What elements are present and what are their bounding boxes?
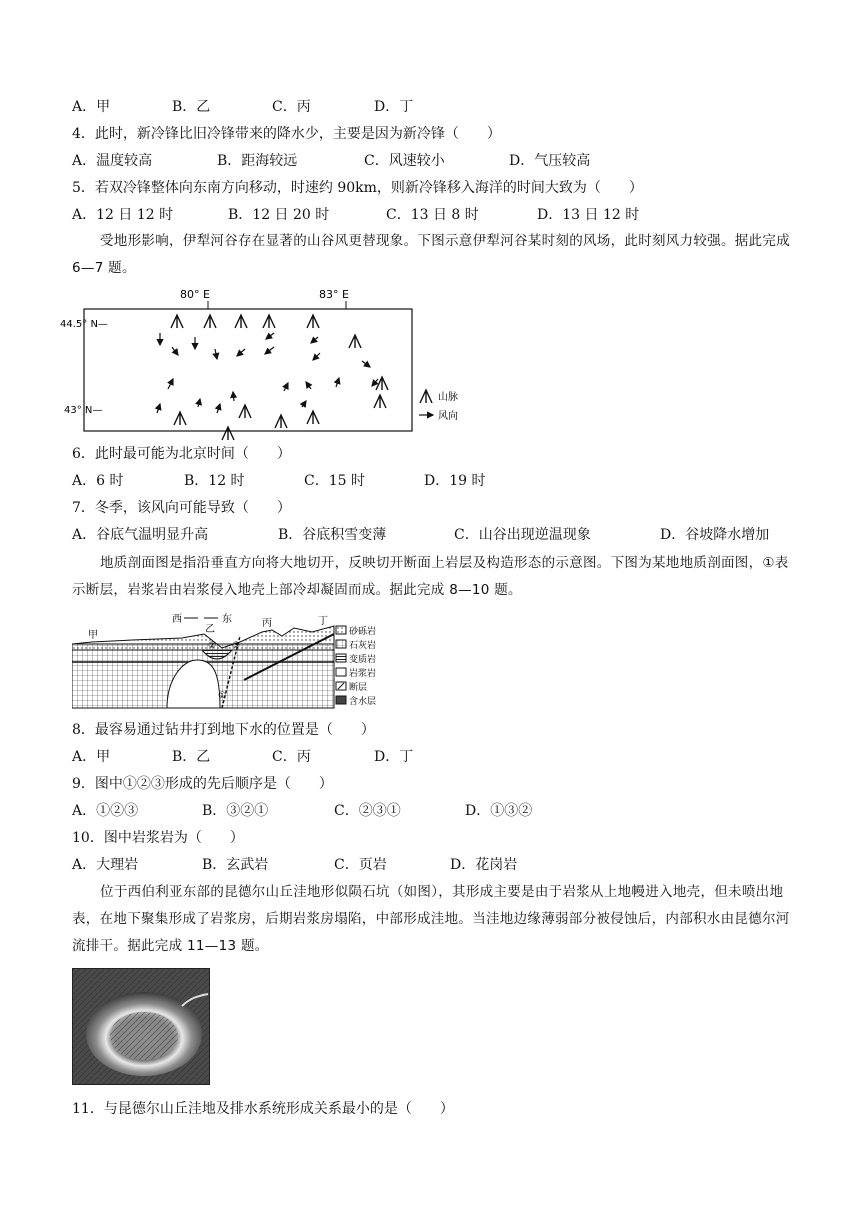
q5-option-a[interactable]: A．12 日 12 时 bbox=[72, 207, 174, 223]
surface-layer bbox=[72, 626, 334, 650]
place-yi: 乙 bbox=[205, 624, 215, 635]
q5-option-d[interactable]: D．13 日 12 时 bbox=[537, 207, 640, 223]
q5-stem: 5．若双冷锋整体向东南方向移动，时速约 90km，则新冷锋移入海洋的时间大致为（ ） bbox=[72, 180, 643, 196]
marker-2: ② bbox=[208, 641, 217, 651]
lon-label-83: 83° E bbox=[319, 288, 349, 301]
legend-gravel-swatch bbox=[336, 626, 346, 634]
q6-option-a[interactable]: A．6 时 bbox=[72, 473, 124, 489]
q3-option-c[interactable]: C．丙 bbox=[272, 99, 311, 115]
q10-option-a[interactable]: A．大理岩 bbox=[72, 857, 139, 873]
legend-aquifer-swatch bbox=[336, 696, 346, 704]
q9-options bbox=[72, 801, 812, 821]
q4-option-a[interactable]: A．温度较高 bbox=[72, 153, 153, 169]
place-bing: 丙 bbox=[262, 618, 272, 629]
lon-label-80: 80° E bbox=[180, 288, 210, 301]
legend-limestone: 石灰岩 bbox=[349, 641, 377, 651]
q6-option-d[interactable]: D．19 时 bbox=[424, 473, 486, 489]
legend-limestone-swatch bbox=[336, 640, 346, 648]
intro-11-13: 位于西伯利亚东部的昆德尔山丘洼地形似陨石坑（如图），其形成主要是由于岩浆从上地幔进入地壳，但未喷出地表，在地下聚集形成了岩浆房，后期岩浆房塌陷，中部形成洼地。当洼地边缘薄弱部分被侵蚀后，内部积水由昆德尔河流排干。据此完成 11—13 题。 bbox=[72, 884, 790, 954]
q7-options bbox=[72, 525, 812, 545]
intro-8-10: 地质剖面图是指沿垂直方向将大地切开，反映切开断面上岩层及构造形态的示意图。下图为某地地质剖面图，①表示断层，岩浆岩由岩浆侵入地壳上部冷却凝固而成。据此完成 8—10 题。 bbox=[72, 555, 789, 598]
legend-mountain-icon bbox=[420, 390, 432, 403]
legend-fault: 断层 bbox=[349, 683, 368, 693]
q6-options bbox=[72, 471, 812, 491]
legend-igneous-swatch bbox=[336, 668, 346, 676]
legend-mountain-label: 山脉 bbox=[438, 392, 458, 403]
q6-option-c[interactable]: C．15 时 bbox=[304, 473, 365, 489]
q9-option-d[interactable]: D．①③② bbox=[465, 803, 533, 819]
legend-metamorphic: 变质岩 bbox=[349, 655, 377, 665]
crater-aerial-photo bbox=[72, 968, 210, 1085]
legend-wind-label: 风向 bbox=[438, 411, 458, 422]
legend-metamorphic-swatch bbox=[336, 654, 346, 662]
q9-option-b[interactable]: B．③②① bbox=[202, 803, 269, 819]
q4-option-d[interactable]: D．气压较高 bbox=[509, 153, 591, 169]
geo-legend bbox=[336, 625, 376, 707]
legend-gravel: 砂砾岩 bbox=[349, 627, 377, 637]
q7-option-d[interactable]: D．谷坡降水增加 bbox=[660, 527, 770, 543]
q3-option-b[interactable]: B．乙 bbox=[172, 99, 211, 115]
geological-section bbox=[72, 610, 394, 712]
q3-option-d[interactable]: D．丁 bbox=[374, 99, 414, 115]
q7-option-c[interactable]: C．山谷出现逆温现象 bbox=[454, 527, 591, 543]
legend-igneous: 岩浆岩 bbox=[349, 669, 377, 679]
q4-option-b[interactable]: B．距海较远 bbox=[217, 153, 298, 169]
q8-option-d[interactable]: D．丁 bbox=[374, 749, 414, 765]
q4-option-c[interactable]: C．风速较小 bbox=[364, 153, 445, 169]
q9-stem: 9．图中①②③形成的先后顺序是（ ） bbox=[72, 776, 333, 792]
q4-options bbox=[72, 151, 812, 171]
q10-options bbox=[72, 855, 812, 875]
q8-option-c[interactable]: C．丙 bbox=[272, 749, 311, 765]
q7-option-b[interactable]: B．谷底积雪变薄 bbox=[278, 527, 387, 543]
q11-stem: 11．与昆德尔山丘洼地及排水系统形成关系最小的是（ ） bbox=[72, 1101, 454, 1117]
q5-options bbox=[72, 205, 812, 225]
marker-3: ③ bbox=[232, 641, 241, 651]
q6-stem: 6．此时最可能为北京时间（ ） bbox=[72, 446, 291, 462]
lat-label-44-5: 44.5° N— bbox=[60, 319, 108, 330]
place-jia: 甲 bbox=[88, 630, 98, 641]
direction-west: 西 bbox=[172, 614, 182, 625]
q8-stem: 8．最容易通过钻井打到地下水的位置是（ ） bbox=[72, 722, 375, 738]
q7-option-a[interactable]: A．谷底气温明显升高 bbox=[72, 527, 209, 543]
q8-options bbox=[72, 747, 812, 767]
q8-option-a[interactable]: A．甲 bbox=[72, 749, 111, 765]
q10-option-c[interactable]: C．页岩 bbox=[334, 857, 387, 873]
q8-option-b[interactable]: B．乙 bbox=[172, 749, 211, 765]
q3-options bbox=[72, 97, 812, 117]
legend-aquifer: 含水层 bbox=[349, 697, 377, 707]
q5-option-c[interactable]: C．13 日 8 时 bbox=[386, 207, 479, 223]
q10-option-d[interactable]: D．花岗岩 bbox=[450, 857, 518, 873]
marker-1: ① bbox=[218, 691, 227, 701]
q7-stem: 7．冬季，该风向可能导致（ ） bbox=[72, 500, 291, 516]
crater-floor-texture bbox=[110, 1012, 178, 1060]
intro-6-7: 受地形影响，伊犁河谷存在显著的山谷风更替现象。下图示意伊犁河谷某时刻的风场，此时刻风力较强。据此完成 6—7 题。 bbox=[72, 233, 790, 276]
q5-option-b[interactable]: B．12 日 20 时 bbox=[228, 207, 330, 223]
q10-option-b[interactable]: B．玄武岩 bbox=[202, 857, 269, 873]
q10-stem: 10．图中岩浆岩为（ ） bbox=[72, 830, 244, 846]
direction-east: 东 bbox=[222, 614, 232, 625]
lat-label-43: 43° N— bbox=[64, 405, 103, 416]
q9-option-a[interactable]: A．①②③ bbox=[72, 803, 139, 819]
q9-option-c[interactable]: C．②③① bbox=[334, 803, 401, 819]
place-ding: 丁 bbox=[318, 616, 328, 627]
q3-option-a[interactable]: A．甲 bbox=[72, 99, 111, 115]
q4-stem: 4．此时，新冷锋比旧冷锋带来的降水少，主要是因为新冷锋（ ） bbox=[72, 126, 501, 142]
wind-field-map bbox=[60, 283, 480, 445]
q6-option-b[interactable]: B．12 时 bbox=[184, 473, 245, 489]
